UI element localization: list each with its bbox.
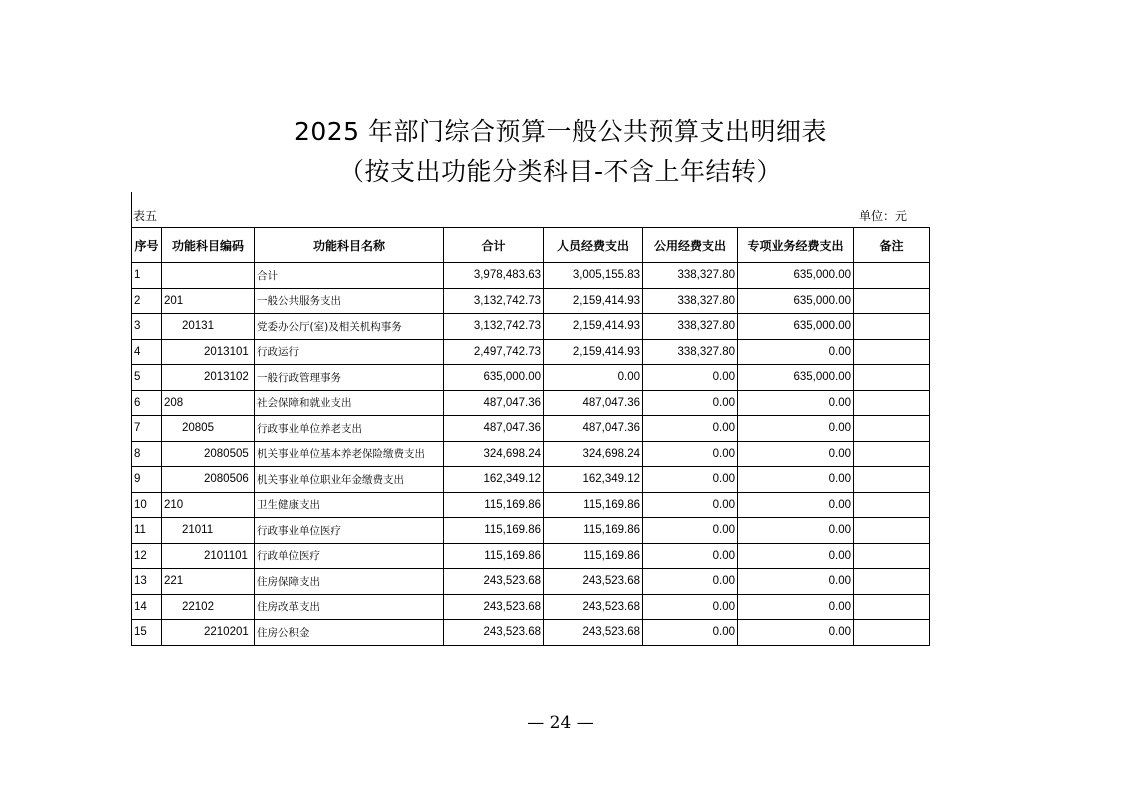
cell-no: 11 bbox=[132, 518, 162, 544]
table-row bbox=[132, 288, 930, 314]
cell-total: 3,978,483.63 bbox=[444, 263, 544, 289]
cell-total: 162,349.12 bbox=[444, 467, 544, 493]
cell-no: 7 bbox=[132, 416, 162, 442]
cell-note bbox=[854, 569, 930, 595]
cell-note bbox=[854, 314, 930, 340]
cell-name: 住房公积金 bbox=[255, 620, 444, 646]
header-public: 公用经费支出 bbox=[643, 228, 738, 263]
cell-code bbox=[162, 263, 255, 289]
cell-name: 行政事业单位养老支出 bbox=[255, 416, 444, 442]
cell-special: 0.00 bbox=[738, 569, 854, 595]
header-personnel: 人员经费支出 bbox=[544, 228, 643, 263]
cell-public: 0.00 bbox=[643, 365, 738, 391]
cell-no: 4 bbox=[132, 339, 162, 365]
cell-no: 8 bbox=[132, 441, 162, 467]
cell-note bbox=[854, 390, 930, 416]
cell-name: 行政运行 bbox=[255, 339, 444, 365]
cell-note bbox=[854, 263, 930, 289]
cell-public: 338,327.80 bbox=[643, 339, 738, 365]
cell-name: 社会保障和就业支出 bbox=[255, 390, 444, 416]
cell-special: 0.00 bbox=[738, 441, 854, 467]
table-row bbox=[132, 594, 930, 620]
cell-code: 2013101 bbox=[162, 339, 255, 365]
cell-personnel: 324,698.24 bbox=[544, 441, 643, 467]
table-row bbox=[132, 543, 930, 569]
table-label: 表五 bbox=[133, 209, 158, 223]
cell-name: 住房保障支出 bbox=[255, 569, 444, 595]
cell-special: 0.00 bbox=[738, 492, 854, 518]
cell-personnel: 487,047.36 bbox=[544, 390, 643, 416]
margin-rule bbox=[131, 192, 132, 228]
cell-total: 3,132,742.73 bbox=[444, 288, 544, 314]
cell-public: 0.00 bbox=[643, 441, 738, 467]
page-title: 2025 年部门综合预算一般公共预算支出明细表 bbox=[293, 117, 828, 146]
table-row bbox=[132, 569, 930, 595]
budget-table bbox=[131, 227, 930, 646]
table-row bbox=[132, 339, 930, 365]
cell-special: 635,000.00 bbox=[738, 263, 854, 289]
cell-special: 635,000.00 bbox=[738, 314, 854, 340]
cell-special: 0.00 bbox=[738, 467, 854, 493]
cell-name: 机关事业单位职业年金缴费支出 bbox=[255, 467, 444, 493]
cell-name: 行政事业单位医疗 bbox=[255, 518, 444, 544]
page-subtitle: （按支出功能分类科目-不含上年结转） bbox=[338, 157, 783, 186]
cell-total: 2,497,742.73 bbox=[444, 339, 544, 365]
cell-no: 3 bbox=[132, 314, 162, 340]
cell-public: 0.00 bbox=[643, 492, 738, 518]
table-row bbox=[132, 492, 930, 518]
cell-code: 208 bbox=[162, 390, 255, 416]
cell-public: 338,327.80 bbox=[643, 288, 738, 314]
cell-note bbox=[854, 339, 930, 365]
cell-special: 0.00 bbox=[738, 620, 854, 646]
cell-personnel: 2,159,414.93 bbox=[544, 288, 643, 314]
cell-code: 20805 bbox=[162, 416, 255, 442]
table-header-row bbox=[132, 228, 930, 263]
header-special: 专项业务经费支出 bbox=[738, 228, 854, 263]
cell-code: 22102 bbox=[162, 594, 255, 620]
cell-code: 210 bbox=[162, 492, 255, 518]
cell-name: 合计 bbox=[255, 263, 444, 289]
cell-public: 0.00 bbox=[643, 467, 738, 493]
cell-note bbox=[854, 543, 930, 569]
cell-total: 115,169.86 bbox=[444, 492, 544, 518]
cell-public: 0.00 bbox=[643, 390, 738, 416]
cell-name: 机关事业单位基本养老保险缴费支出 bbox=[255, 441, 444, 467]
cell-no: 2 bbox=[132, 288, 162, 314]
cell-personnel: 243,523.68 bbox=[544, 620, 643, 646]
cell-no: 5 bbox=[132, 365, 162, 391]
cell-code: 2210201 bbox=[162, 620, 255, 646]
cell-total: 3,132,742.73 bbox=[444, 314, 544, 340]
cell-code: 2080506 bbox=[162, 467, 255, 493]
cell-special: 0.00 bbox=[738, 543, 854, 569]
table-row bbox=[132, 314, 930, 340]
table-row bbox=[132, 518, 930, 544]
cell-personnel: 487,047.36 bbox=[544, 416, 643, 442]
cell-note bbox=[854, 365, 930, 391]
cell-no: 1 bbox=[132, 263, 162, 289]
table-row bbox=[132, 390, 930, 416]
cell-note bbox=[854, 441, 930, 467]
cell-public: 338,327.80 bbox=[643, 263, 738, 289]
page-number: — 24 — bbox=[527, 713, 594, 733]
table-row bbox=[132, 416, 930, 442]
cell-personnel: 115,169.86 bbox=[544, 518, 643, 544]
cell-name: 行政单位医疗 bbox=[255, 543, 444, 569]
cell-special: 0.00 bbox=[738, 416, 854, 442]
cell-code: 201 bbox=[162, 288, 255, 314]
table-row bbox=[132, 620, 930, 646]
cell-note bbox=[854, 518, 930, 544]
cell-code: 2013102 bbox=[162, 365, 255, 391]
cell-personnel: 115,169.86 bbox=[544, 492, 643, 518]
cell-personnel: 2,159,414.93 bbox=[544, 339, 643, 365]
cell-note bbox=[854, 288, 930, 314]
cell-no: 14 bbox=[132, 594, 162, 620]
cell-no: 9 bbox=[132, 467, 162, 493]
unit-label: 单位：元 bbox=[858, 209, 907, 223]
cell-personnel: 3,005,155.83 bbox=[544, 263, 643, 289]
cell-public: 0.00 bbox=[643, 594, 738, 620]
cell-no: 13 bbox=[132, 569, 162, 595]
cell-total: 243,523.68 bbox=[444, 620, 544, 646]
cell-code: 2080505 bbox=[162, 441, 255, 467]
cell-personnel: 162,349.12 bbox=[544, 467, 643, 493]
cell-public: 0.00 bbox=[643, 569, 738, 595]
cell-note bbox=[854, 594, 930, 620]
cell-note bbox=[854, 467, 930, 493]
cell-special: 0.00 bbox=[738, 390, 854, 416]
cell-name: 住房改革支出 bbox=[255, 594, 444, 620]
cell-personnel: 0.00 bbox=[544, 365, 643, 391]
header-name: 功能科目名称 bbox=[255, 228, 444, 263]
cell-special: 0.00 bbox=[738, 594, 854, 620]
table-row bbox=[132, 365, 930, 391]
cell-public: 0.00 bbox=[643, 518, 738, 544]
header-no: 序号 bbox=[132, 228, 162, 263]
cell-public: 0.00 bbox=[643, 620, 738, 646]
header-total: 合计 bbox=[444, 228, 544, 263]
cell-code: 21011 bbox=[162, 518, 255, 544]
table-row bbox=[132, 441, 930, 467]
cell-total: 324,698.24 bbox=[444, 441, 544, 467]
cell-total: 243,523.68 bbox=[444, 569, 544, 595]
cell-no: 6 bbox=[132, 390, 162, 416]
cell-note bbox=[854, 416, 930, 442]
cell-special: 0.00 bbox=[738, 518, 854, 544]
cell-no: 15 bbox=[132, 620, 162, 646]
cell-public: 338,327.80 bbox=[643, 314, 738, 340]
cell-note bbox=[854, 620, 930, 646]
cell-personnel: 243,523.68 bbox=[544, 594, 643, 620]
cell-total: 243,523.68 bbox=[444, 594, 544, 620]
cell-public: 0.00 bbox=[643, 416, 738, 442]
header-note: 备注 bbox=[854, 228, 930, 263]
table-row bbox=[132, 263, 930, 289]
cell-personnel: 115,169.86 bbox=[544, 543, 643, 569]
cell-code: 221 bbox=[162, 569, 255, 595]
cell-public: 0.00 bbox=[643, 543, 738, 569]
cell-name: 卫生健康支出 bbox=[255, 492, 444, 518]
table-row bbox=[132, 467, 930, 493]
cell-name: 一般公共服务支出 bbox=[255, 288, 444, 314]
cell-personnel: 2,159,414.93 bbox=[544, 314, 643, 340]
cell-no: 12 bbox=[132, 543, 162, 569]
cell-total: 635,000.00 bbox=[444, 365, 544, 391]
header-code: 功能科目编码 bbox=[162, 228, 255, 263]
cell-special: 635,000.00 bbox=[738, 288, 854, 314]
cell-total: 487,047.36 bbox=[444, 416, 544, 442]
cell-note bbox=[854, 492, 930, 518]
cell-personnel: 243,523.68 bbox=[544, 569, 643, 595]
cell-name: 一般行政管理事务 bbox=[255, 365, 444, 391]
cell-code: 2101101 bbox=[162, 543, 255, 569]
cell-no: 10 bbox=[132, 492, 162, 518]
cell-total: 115,169.86 bbox=[444, 518, 544, 544]
cell-code: 20131 bbox=[162, 314, 255, 340]
cell-name: 党委办公厅(室)及相关机构事务 bbox=[255, 314, 444, 340]
cell-total: 115,169.86 bbox=[444, 543, 544, 569]
cell-special: 635,000.00 bbox=[738, 365, 854, 391]
cell-total: 487,047.36 bbox=[444, 390, 544, 416]
cell-special: 0.00 bbox=[738, 339, 854, 365]
